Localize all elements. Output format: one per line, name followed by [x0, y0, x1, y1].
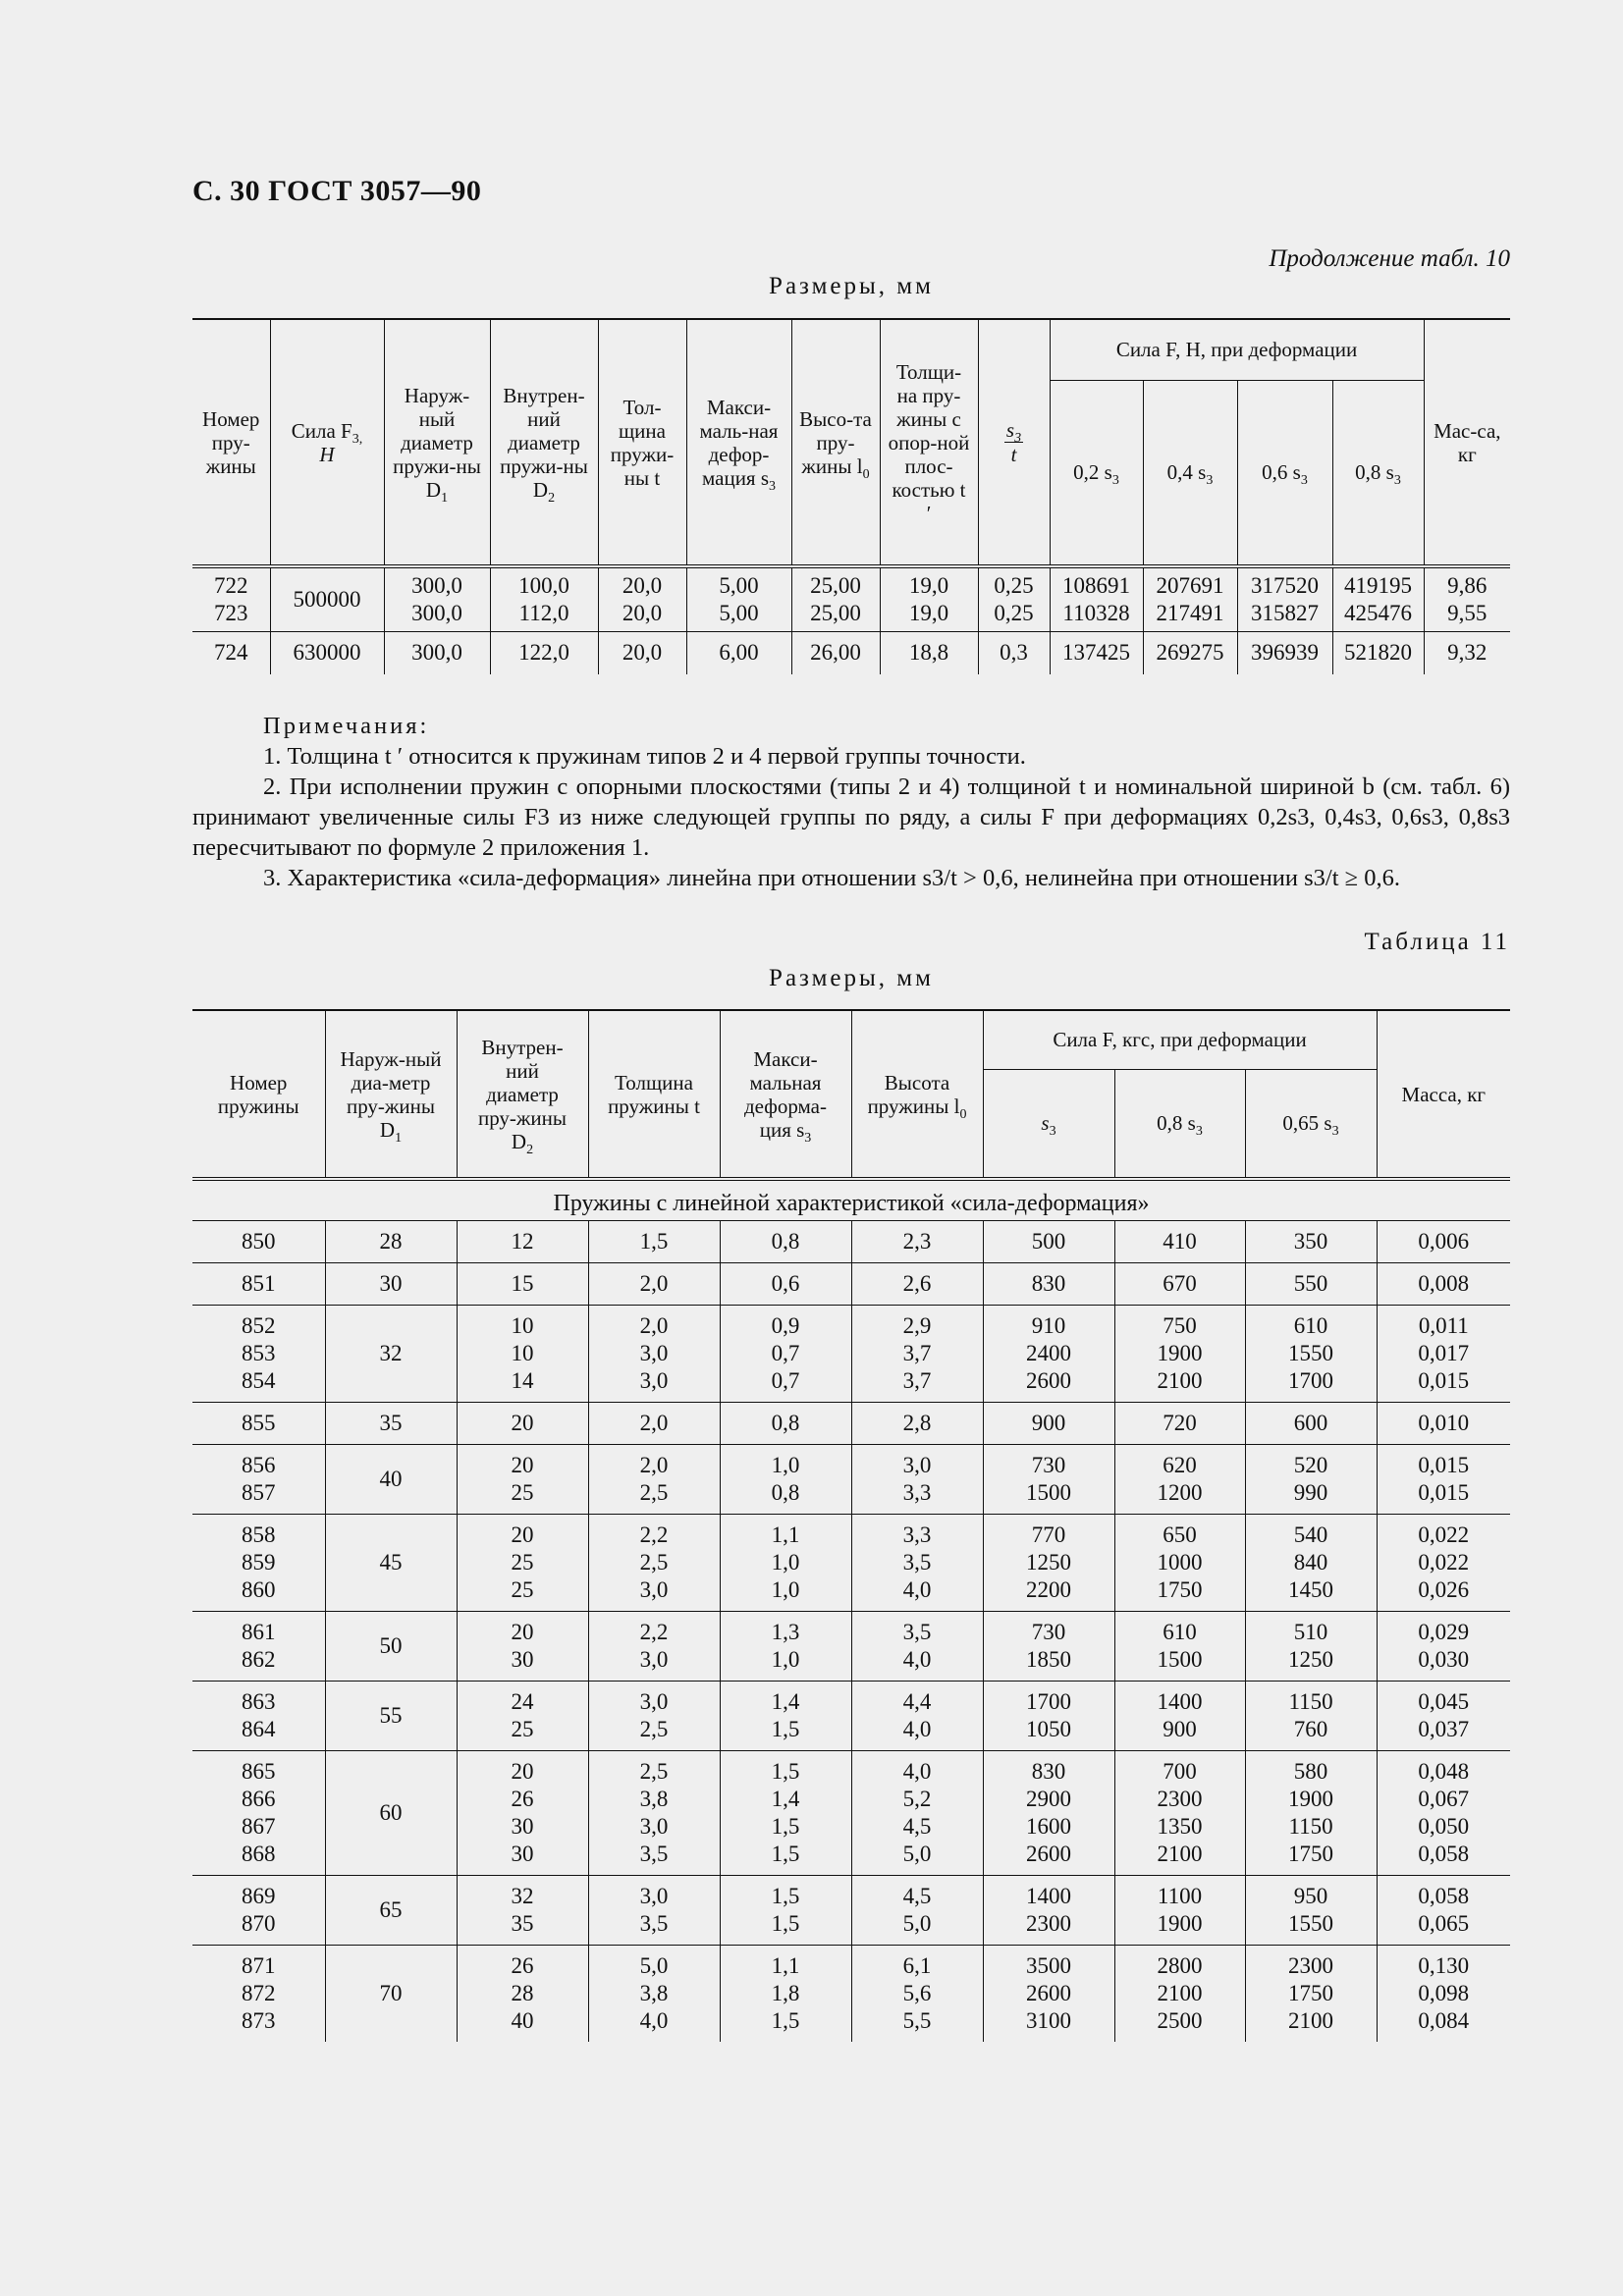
- cell-f04: 269275: [1143, 631, 1237, 674]
- cell-f08: 2800 2100 2500: [1114, 1945, 1245, 2042]
- cell-d2: 20: [457, 1402, 588, 1444]
- cell-fs3: 770 1250 2200: [983, 1514, 1114, 1611]
- cell-d1: 45: [325, 1514, 457, 1611]
- cell-f06: 317520 315827: [1237, 566, 1332, 631]
- table11-sizes-caption: Размеры, мм: [769, 965, 934, 991]
- cell-d1: 30: [325, 1262, 457, 1305]
- t11-col-height: Высота пружины $l_0$: [851, 1010, 983, 1179]
- cell-t: 2,5 3,8 3,0 3,5: [588, 1750, 720, 1875]
- cell-l0: 6,1 5,6 5,5: [851, 1945, 983, 2042]
- cell-d1: 70: [325, 1945, 457, 2042]
- cell-fs3: 910 2400 2600: [983, 1305, 1114, 1402]
- table-row: [192, 1444, 1510, 1514]
- table-row: [192, 566, 1510, 631]
- cell-s3: 6,00: [686, 631, 791, 674]
- note-1: 1. Толщина t ′ относится к пружинам типов 2 и 4 первой группы точности.: [263, 743, 1026, 770]
- cell-l0: 2,8: [851, 1402, 983, 1444]
- cell-f02: 108691 110328: [1050, 566, 1143, 631]
- cell-fs3: 730 1500: [983, 1444, 1114, 1514]
- cell-fs3: 730 1850: [983, 1611, 1114, 1681]
- cell-fs3: 900: [983, 1402, 1114, 1444]
- cell-mass: 0,058 0,065: [1418, 1883, 1470, 1936]
- cell-f08: 700 2300 1350 2100: [1114, 1750, 1245, 1875]
- cell-f08: 1400 900: [1114, 1681, 1245, 1750]
- cell-fs3: 830: [983, 1262, 1114, 1305]
- cell-force: 630000: [270, 631, 384, 674]
- cell-f065: 1150 760: [1245, 1681, 1377, 1750]
- table-row: [192, 1750, 1510, 1875]
- t10-col-force-group: Сила F, Н, при деформации: [1050, 319, 1424, 380]
- t11-col-s3: $s_3$: [983, 1069, 1114, 1179]
- t10-col-number: Номер пру-жины: [192, 319, 270, 566]
- cell-t: 2,0: [588, 1402, 720, 1444]
- table-row: [192, 1220, 1510, 1262]
- cell-f065: 2300 1750 2100: [1245, 1945, 1377, 2042]
- table-row: [192, 1611, 1510, 1681]
- cell-f065: 510 1250: [1245, 1611, 1377, 1681]
- cell-l0: 4,0 5,2 4,5 5,0: [851, 1750, 983, 1875]
- cell-s3: 0,6: [720, 1262, 851, 1305]
- cell-num: 858 859 860: [192, 1514, 325, 1611]
- table-row: [192, 1305, 1510, 1402]
- cell-l0: 2,9 3,7 3,7: [851, 1305, 983, 1402]
- cell-num: 861 862: [192, 1611, 325, 1681]
- cell-num: 871 872 873: [192, 1945, 325, 2042]
- cell-f08: 650 1000 1750: [1114, 1514, 1245, 1611]
- cell-fs3: 830 2900 1600 2600: [983, 1750, 1114, 1875]
- table-row: [192, 1945, 1510, 2042]
- table-continuation-label: Продолжение табл. 10: [1269, 245, 1510, 272]
- table10-sizes-caption: Размеры, мм: [769, 273, 934, 299]
- cell-l0: 3,3 3,5 4,0: [851, 1514, 983, 1611]
- cell-fs3: 500: [983, 1220, 1114, 1262]
- cell-t: 5,0 3,8 4,0: [588, 1945, 720, 2042]
- t10-col-ratio: $s_3$ t: [978, 319, 1050, 566]
- cell-t: 2,2 2,5 3,0: [588, 1514, 720, 1611]
- cell-d1: 300,0: [384, 631, 490, 674]
- cell-f065: 610 1550 1700: [1245, 1305, 1377, 1402]
- cell-t: 2,0: [588, 1262, 720, 1305]
- t10-col-02: 0,2 $s_3$: [1050, 380, 1143, 566]
- cell-s3: 1,5 1,5: [720, 1875, 851, 1945]
- cell-t: 2,0 3,0 3,0: [588, 1305, 720, 1402]
- cell-mass: 0,022 0,022 0,026: [1418, 1522, 1470, 1602]
- cell-num: 724: [192, 631, 270, 674]
- cell-d2: 122,0: [490, 631, 598, 674]
- cell-l0: 3,0 3,3: [851, 1444, 983, 1514]
- cell-f08: 419195 425476: [1332, 566, 1424, 631]
- cell-num: 722 723: [192, 566, 270, 631]
- cell-ratio: 0,3: [978, 631, 1050, 674]
- table11-label: Таблица 11: [1364, 929, 1510, 955]
- cell-f06: 396939: [1237, 631, 1332, 674]
- cell-l0: 4,5 5,0: [851, 1875, 983, 1945]
- t10-col-thickness: Тол-щина пружи-ны t: [598, 319, 686, 566]
- cell-t: 3,0 3,5: [588, 1875, 720, 1945]
- table-row: [192, 1402, 1510, 1444]
- cell-d2: 15: [457, 1262, 588, 1305]
- cell-d1: 28: [325, 1220, 457, 1262]
- table11: [192, 1009, 1510, 2042]
- cell-s3: 0,9 0,7 0,7: [720, 1305, 851, 1402]
- cell-mass: 0,045 0,037: [1418, 1688, 1470, 1741]
- cell-f065: 540 840 1450: [1245, 1514, 1377, 1611]
- table-row: [192, 631, 1510, 674]
- cell-l0: 2,3: [851, 1220, 983, 1262]
- cell-d1: 65: [325, 1875, 457, 1945]
- cell-num: 865 866 867 868: [192, 1750, 325, 1875]
- cell-d2: 100,0 112,0: [490, 566, 598, 631]
- cell-s3: 1,5 1,4 1,5 1,5: [720, 1750, 851, 1875]
- cell-num: 851: [192, 1262, 325, 1305]
- cell-mass: 0,015 0,015: [1418, 1452, 1470, 1505]
- t11-col-065: 0,65 $s_3$: [1245, 1069, 1377, 1179]
- t10-col-thickness-support: Толщи-на пру-жины с опор-ной плос-костью t ′: [880, 319, 978, 566]
- t10-col-08: 0,8 $s_3$: [1332, 380, 1424, 566]
- t10-col-force: Сила $F_{3,}$ H: [270, 319, 384, 566]
- note-3: 3. Характеристика «сила-деформация» линейна при отношении s3/t > 0,6, нелинейна при отношении s3/t ≥ 0,6.: [263, 865, 1400, 891]
- cell-d1: 50: [325, 1611, 457, 1681]
- cell-mass: 0,010: [1418, 1410, 1470, 1435]
- table-row: [192, 1514, 1510, 1611]
- cell-s3: 1,1 1,8 1,5: [720, 1945, 851, 2042]
- cell-d1: 35: [325, 1402, 457, 1444]
- cell-fs3: 1400 2300: [983, 1875, 1114, 1945]
- cell-ratio: 0,25 0,25: [978, 566, 1050, 631]
- cell-s3: 1,3 1,0: [720, 1611, 851, 1681]
- cell-f065: 520 990: [1245, 1444, 1377, 1514]
- cell-mass: 0,130 0,098 0,084: [1418, 1952, 1470, 2033]
- t11-col-inner: Внутрен-ний диаметр пру-жины $D_2$: [457, 1010, 588, 1179]
- cell-f08: 521820: [1332, 631, 1424, 674]
- cell-d2: 20 26 30 30: [457, 1750, 588, 1875]
- cell-f08: 750 1900 2100: [1114, 1305, 1245, 1402]
- page-header: С. 30 ГОСТ 3057—90: [192, 175, 482, 207]
- cell-d2: 20 30: [457, 1611, 588, 1681]
- cell-mass: 9,32: [1447, 640, 1488, 666]
- cell-l0: 3,5 4,0: [851, 1611, 983, 1681]
- note-2: 2. При исполнении пружин с опорными плоскостями (типы 2 и 4) толщиной t и номинальной шириной b (см. табл. 6) принимают увеличенные силы F3 из ниже следующей группы по ряду, а силы F при деформациях 0,2s3, 0,4s3, 0,6s3, 0,8s3 пересчитывают по формуле 2 приложения 1.: [192, 774, 1510, 861]
- cell-mass: 0,029 0,030: [1418, 1619, 1470, 1672]
- cell-d2: 26 28 40: [457, 1945, 588, 2042]
- cell-num: 850: [192, 1220, 325, 1262]
- cell-d2: 24 25: [457, 1681, 588, 1750]
- t11-col-thickness: Толщина пружины t: [588, 1010, 720, 1179]
- cell-f08: 410: [1114, 1220, 1245, 1262]
- cell-d2: 20 25: [457, 1444, 588, 1514]
- cell-force: 500000: [270, 566, 384, 631]
- cell-f08: 610 1500: [1114, 1611, 1245, 1681]
- cell-d2: 10 10 14: [457, 1305, 588, 1402]
- table10: [192, 318, 1510, 674]
- cell-d2: 32 35: [457, 1875, 588, 1945]
- t11-col-outer: Наруж-ный диа-метр пру-жины $D_1$: [325, 1010, 457, 1179]
- cell-tp: 18,8: [880, 631, 978, 674]
- t10-col-outer: Наруж-ный диаметр пружи-ны $D_1$: [384, 319, 490, 566]
- notes-block: [192, 711, 1510, 893]
- table-row: [192, 1262, 1510, 1305]
- t11-col-mass: Масса, кг: [1401, 1082, 1487, 1106]
- cell-num: 863 864: [192, 1681, 325, 1750]
- cell-f08: 1100 1900: [1114, 1875, 1245, 1945]
- cell-d1: 300,0 300,0: [384, 566, 490, 631]
- cell-d1: 32: [325, 1305, 457, 1402]
- cell-t: 20,0: [598, 631, 686, 674]
- cell-l0: 25,00 25,00: [791, 566, 880, 631]
- t10-col-06: 0,6 $s_3$: [1237, 380, 1332, 566]
- cell-d2: 12: [457, 1220, 588, 1262]
- cell-num: 856 857: [192, 1444, 325, 1514]
- cell-f08: 720: [1114, 1402, 1245, 1444]
- cell-num: 855: [192, 1402, 325, 1444]
- t10-col-inner: Внутрен-ний диаметр пружи-ны $D_2$: [490, 319, 598, 566]
- t10-col-height: Высо-та пру-жины $l_0$: [791, 319, 880, 566]
- cell-f065: 950 1550: [1245, 1875, 1377, 1945]
- cell-f08: 620 1200: [1114, 1444, 1245, 1514]
- t11-col-number: Номер пружины: [192, 1010, 325, 1179]
- cell-f065: 600: [1245, 1402, 1377, 1444]
- cell-f065: 550: [1245, 1262, 1377, 1305]
- t11-col-max-deformation: Макси-мальная деформа-ция $s_3$: [720, 1010, 851, 1179]
- cell-fs3: 1700 1050: [983, 1681, 1114, 1750]
- t11-section-title: Пружины с линейной характеристикой «сила-деформация»: [553, 1190, 1150, 1216]
- cell-s3: 1,1 1,0 1,0: [720, 1514, 851, 1611]
- cell-f065: 580 1900 1150 1750: [1245, 1750, 1377, 1875]
- cell-num: 869 870: [192, 1875, 325, 1945]
- t10-col-04: 0,4 $s_3$: [1143, 380, 1237, 566]
- cell-mass: 0,011 0,017 0,015: [1418, 1312, 1470, 1393]
- cell-s3: 1,0 0,8: [720, 1444, 851, 1514]
- cell-d1: 60: [325, 1750, 457, 1875]
- cell-mass: 9,86 9,55: [1447, 572, 1488, 625]
- cell-t: 1,5: [588, 1220, 720, 1262]
- cell-d1: 55: [325, 1681, 457, 1750]
- cell-f065: 350: [1245, 1220, 1377, 1262]
- t11-col-08: 0,8 $s_3$: [1114, 1069, 1245, 1179]
- cell-f02: 137425: [1050, 631, 1143, 674]
- table-row: [192, 1875, 1510, 1945]
- cell-num: 852 853 854: [192, 1305, 325, 1402]
- cell-t: 2,0 2,5: [588, 1444, 720, 1514]
- cell-s3: 5,00 5,00: [686, 566, 791, 631]
- t10-col-mass: Мас-са, кг: [1434, 418, 1501, 466]
- cell-s3: 1,4 1,5: [720, 1681, 851, 1750]
- cell-d2: 20 25 25: [457, 1514, 588, 1611]
- cell-mass: 0,006: [1418, 1228, 1470, 1254]
- cell-s3: 0,8: [720, 1220, 851, 1262]
- cell-f04: 207691 217491: [1143, 566, 1237, 631]
- cell-t: 20,0 20,0: [598, 566, 686, 631]
- cell-tp: 19,0 19,0: [880, 566, 978, 631]
- cell-d1: 40: [325, 1444, 457, 1514]
- cell-fs3: 3500 2600 3100: [983, 1945, 1114, 2042]
- cell-l0: 4,4 4,0: [851, 1681, 983, 1750]
- table-row: [192, 1681, 1510, 1750]
- cell-l0: 2,6: [851, 1262, 983, 1305]
- cell-l0: 26,00: [791, 631, 880, 674]
- cell-mass: 0,048 0,067 0,050 0,058: [1418, 1758, 1470, 1866]
- cell-t: 2,2 3,0: [588, 1611, 720, 1681]
- cell-t: 3,0 2,5: [588, 1681, 720, 1750]
- t11-col-force-group: Сила F, кгс, при деформации: [983, 1010, 1377, 1069]
- notes-title: Примечания:: [263, 713, 430, 739]
- t10-col-max-deformation: Макси-маль-ная дефор-мация $s_3$: [686, 319, 791, 566]
- cell-f08: 670: [1114, 1262, 1245, 1305]
- cell-s3: 0,8: [720, 1402, 851, 1444]
- cell-mass: 0,008: [1418, 1270, 1470, 1296]
